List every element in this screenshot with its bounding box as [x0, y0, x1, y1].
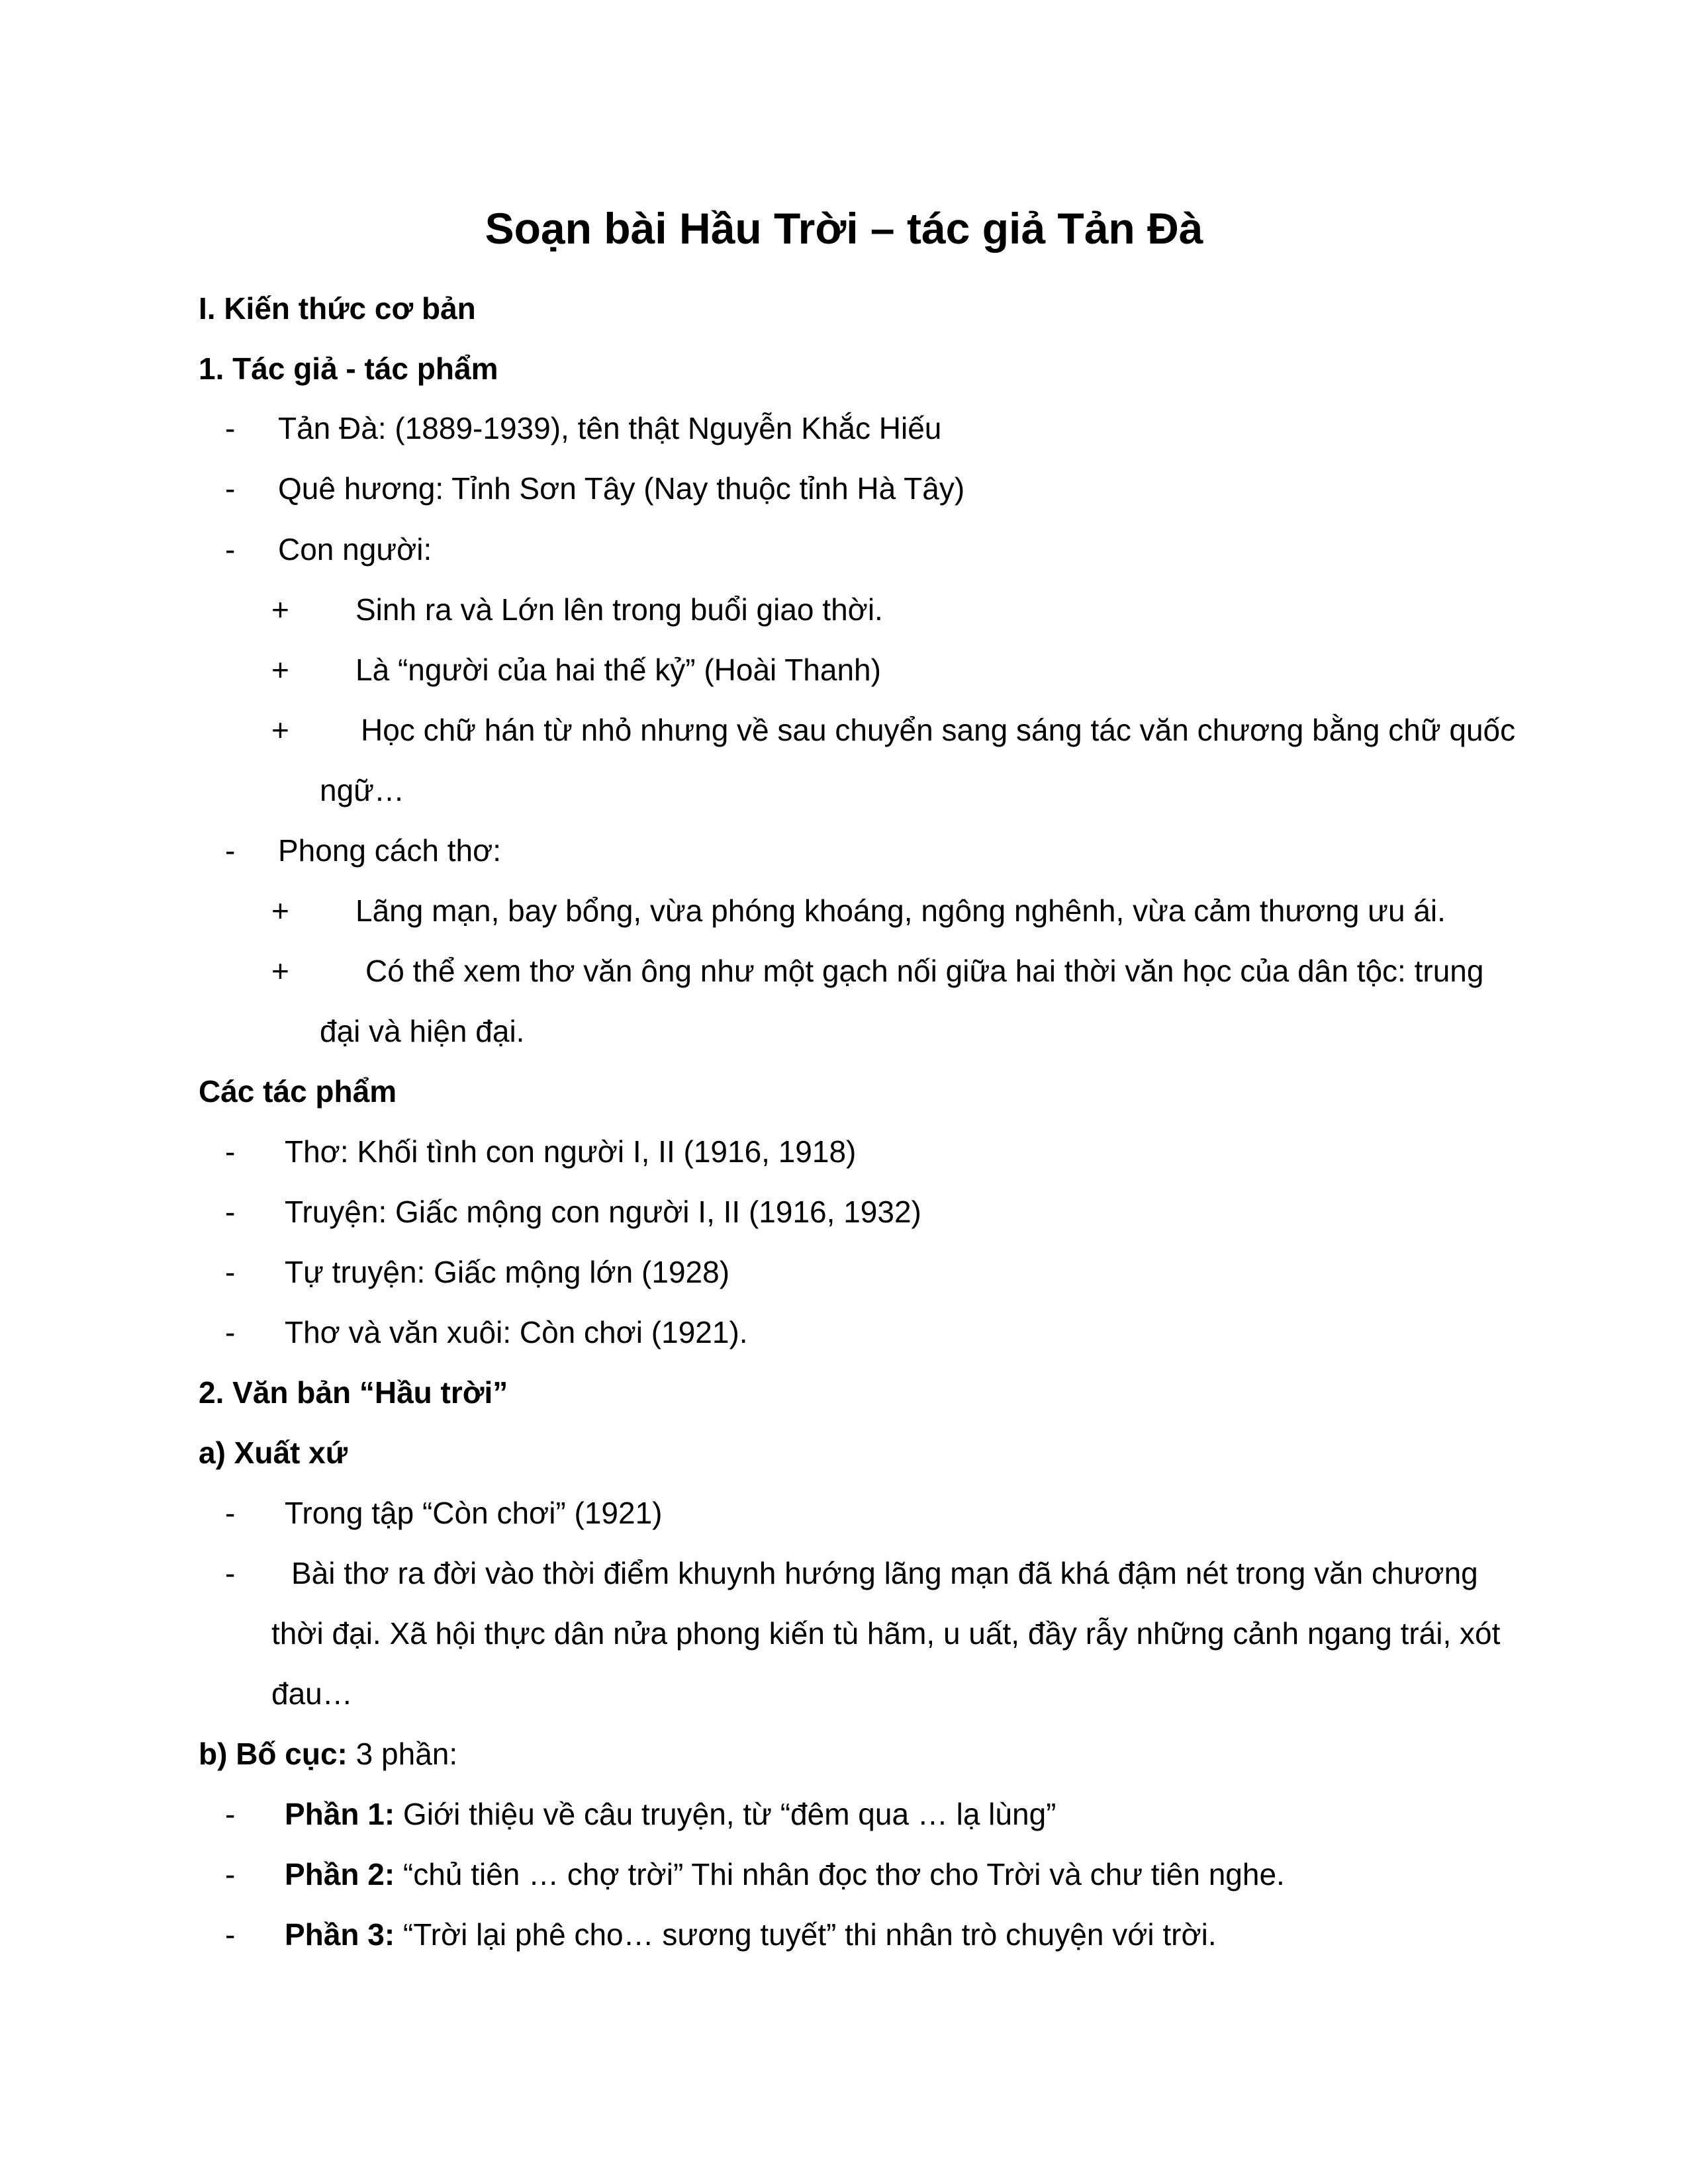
bullet-plus: +	[271, 893, 289, 928]
sub-list-item-continuation: đại và hiện đại.	[320, 1014, 525, 1048]
layout-heading-label: b) Bố cục:	[199, 1737, 348, 1771]
bullet-dash: -	[225, 532, 236, 567]
bullet-dash: -	[225, 1556, 236, 1590]
bullet-plus: +	[271, 592, 289, 627]
list-item: Bài thơ ra đời vào thời điểm khuynh hướng lãng mạn đã khá đậm nét trong văn chương	[291, 1556, 1478, 1590]
list-item: Thơ và văn xuôi: Còn chơi (1921).	[285, 1315, 748, 1349]
list-item: Tự truyện: Giấc mộng lớn (1928)	[285, 1255, 730, 1289]
bullet-dash: -	[225, 1496, 236, 1530]
page-title: Soạn bài Hầu Trời – tác giả Tản Đà	[485, 204, 1203, 253]
part-text: “chủ tiên … chợ trời” Thi nhân đọc thơ cho Trời và chư tiên nghe.	[395, 1857, 1285, 1891]
bullet-dash: -	[225, 471, 236, 506]
part-label: Phần 1:	[285, 1797, 395, 1831]
bullet-dash: -	[225, 1195, 236, 1229]
sub-list-item: Có thể xem thơ văn ông như một gạch nối giữa hai thời văn học của dân tộc: trung	[365, 954, 1484, 988]
part-label: Phần 3:	[285, 1917, 395, 1952]
part-item	[285, 1915, 1217, 1954]
layout-heading-count: 3 phần:	[347, 1737, 458, 1771]
bullet-dash: -	[225, 833, 236, 868]
sub-list-item: Là “người của hai thế kỷ” (Hoài Thanh)	[355, 653, 881, 687]
part-text: Giới thiệu về câu truyện, từ “đêm qua … lạ lùng”	[395, 1797, 1056, 1831]
bullet-dash: -	[225, 1857, 236, 1891]
list-item: Thơ: Khối tình con người I, II (1916, 1918)	[285, 1134, 857, 1169]
works-heading: Các tác phẩm	[199, 1074, 397, 1109]
bullet-dash: -	[225, 1797, 236, 1831]
sub-list-item: Học chữ hán từ nhỏ nhưng về sau chuyển sang sáng tác văn chương bằng chữ quốc	[361, 713, 1516, 747]
section-heading-1: I. Kiến thức cơ bản	[199, 291, 476, 326]
list-item-continuation: đau…	[271, 1676, 353, 1711]
part-text: “Trời lại phê cho… sương tuyết” thi nhân trò chuyện với trời.	[395, 1917, 1217, 1952]
section-heading-1-2: 2. Văn bản “Hầu trời”	[199, 1375, 508, 1410]
section-heading-1-1: 1. Tác giả - tác phẩm	[199, 351, 498, 386]
layout-heading	[199, 1734, 457, 1774]
sub-list-item: Sinh ra và Lớn lên trong buổi giao thời.	[355, 592, 883, 627]
bullet-plus: +	[271, 713, 289, 747]
part-label: Phần 2:	[285, 1857, 395, 1891]
list-item-continuation: thời đại. Xã hội thực dân nửa phong kiến tù hãm, u uất, đầy rẫy những cảnh ngang trái, xót	[271, 1616, 1501, 1651]
list-item: Con người:	[278, 532, 432, 567]
bullet-plus: +	[271, 653, 289, 687]
list-item: Trong tập “Còn chơi” (1921)	[285, 1496, 663, 1530]
bullet-dash: -	[225, 1917, 236, 1952]
list-item: Truyện: Giấc mộng con người I, II (1916, 1932)	[285, 1195, 921, 1229]
list-item: Phong cách thơ:	[278, 833, 502, 868]
sub-list-item: Lãng mạn, bay bổng, vừa phóng khoáng, ngông nghênh, vừa cảm thương ưu ái.	[355, 893, 1446, 928]
bullet-plus: +	[271, 954, 289, 988]
part-item	[285, 1854, 1285, 1894]
origin-heading: a) Xuất xứ	[199, 1435, 348, 1470]
bullet-dash: -	[225, 1134, 236, 1169]
bullet-dash: -	[225, 411, 236, 445]
sub-list-item-continuation: ngữ…	[320, 773, 404, 807]
bullet-dash: -	[225, 1255, 236, 1289]
list-item: Tản Đà: (1889-1939), tên thật Nguyễn Khắc Hiếu	[278, 411, 942, 445]
part-item	[285, 1794, 1056, 1834]
list-item: Quê hương: Tỉnh Sơn Tây (Nay thuộc tỉnh Hà Tây)	[278, 471, 965, 506]
bullet-dash: -	[225, 1315, 236, 1349]
